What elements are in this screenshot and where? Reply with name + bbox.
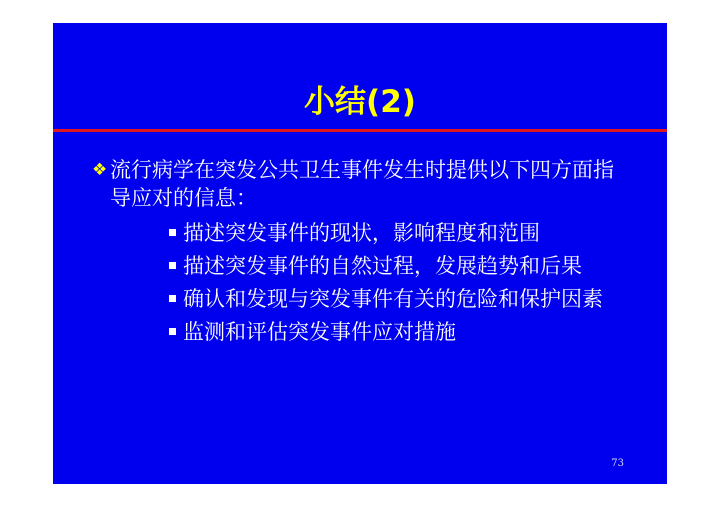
square-bullet-icon — [169, 262, 176, 269]
diamond-bullet-icon: ❖ — [92, 160, 108, 180]
sub-bullet-text: 描述突发事件的现状，影响程度和范围 — [183, 221, 540, 245]
sub-bullet-list — [169, 217, 629, 349]
main-bullet-text: 流行病学在突发公共卫生事件发生时提供以下四方面指导应对的信息： — [110, 158, 614, 210]
sub-bullet-item — [169, 250, 629, 282]
title-divider — [53, 129, 667, 132]
sub-bullet-text: 监测和评估突发事件应对措施 — [183, 320, 456, 344]
sub-bullet-item — [169, 283, 629, 315]
slide — [53, 23, 667, 484]
square-bullet-icon — [169, 229, 176, 236]
sub-bullet-item — [169, 217, 629, 249]
sub-bullet-item — [169, 316, 629, 348]
square-bullet-icon — [169, 295, 176, 302]
slide-title: 小结(2) — [304, 84, 416, 120]
page-number: 73 — [611, 458, 624, 469]
square-bullet-icon — [169, 328, 176, 335]
sub-bullet-text: 描述突发事件的自然过程，发展趋势和后果 — [183, 254, 582, 278]
main-bullet-point — [92, 156, 630, 212]
sub-bullet-text: 确认和发现与突发事件有关的危险和保护因素 — [183, 287, 603, 311]
